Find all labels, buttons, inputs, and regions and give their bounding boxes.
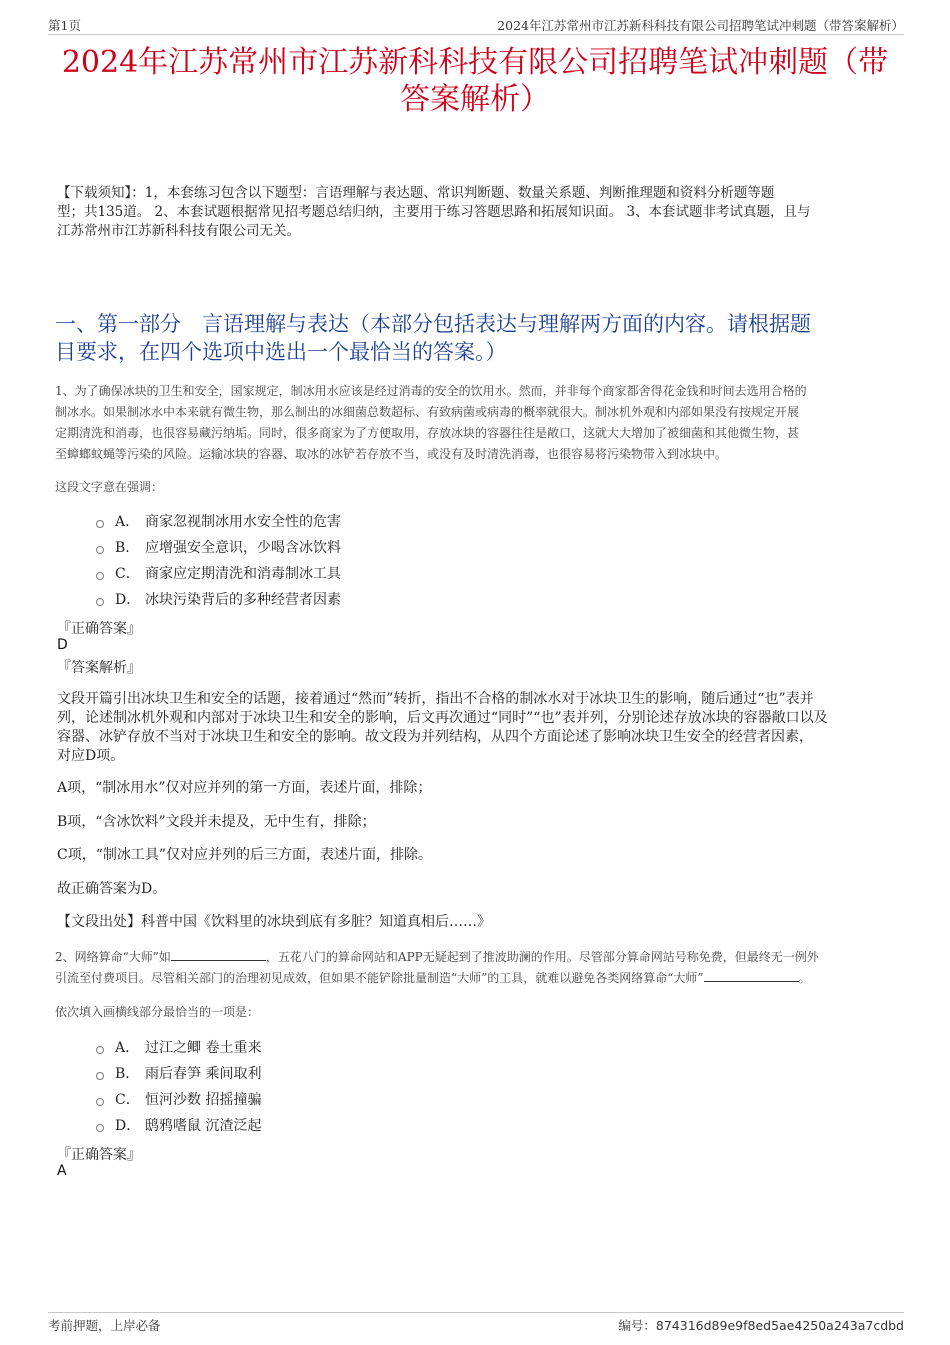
q2-stem-line-1 [55, 947, 898, 968]
option-text: 雨后春笋 乘间取利 [145, 1066, 262, 1082]
option-text: 商家应定期清洗和消毒制冰工具 [145, 566, 341, 582]
q2-option-a[interactable] [96, 1035, 261, 1061]
analysis-line: 容器、冰铲存放不当对于冰块卫生和安全的影响。故文段为并列结构，从四个方面论述了影响冰块卫生安全的经营者因素， [57, 729, 813, 745]
radio-icon[interactable] [96, 598, 104, 606]
option-letter: A． [115, 514, 140, 530]
q1-answer-label: 『正确答案』 [57, 621, 141, 637]
q2-prompt: 依次填入画横线部分最恰当的一项是： [55, 1005, 260, 1019]
q1-source: 【文段出处】科普中国《饮料里的冰块到底有多脏？知道真相后……》 [57, 914, 491, 930]
option-text: 恒河沙数 招摇撞骗 [145, 1092, 262, 1108]
notice-line-3: 江苏常州市江苏新科科技有限公司无关。 [57, 223, 300, 239]
analysis-line: 对应D项。 [57, 748, 125, 764]
q1-stem-line: 至蟑螂蚊蝇等污染的风险。运输冰块的容器、取冰的冰铲若存放不当，或没有及时清洗消毒，也很容易将污染物带入到冰块中。 [55, 447, 728, 461]
option-letter: B． [115, 1066, 140, 1082]
q1-stem-line: 制冰水。如果制冰水中本来就有微生物，那么制出的冰细菌总数超标、有致病菌或病毒的概率就很大。制冰机外观和内部如果没有按规定开展 [55, 405, 800, 419]
option-letter: C． [115, 566, 140, 582]
radio-icon[interactable] [96, 520, 104, 528]
title-line-2: 答案解析） [400, 82, 550, 117]
option-text: 鸱鸦嗜鼠 沉渣泛起 [145, 1118, 262, 1134]
q1-analysis-b: B项，“含冰饮料”文段并未提及，无中生有，排除； [57, 814, 376, 830]
header-doc-title: 2024年江苏常州市江苏新科科技有限公司招聘笔试冲刺题（带答案解析） [497, 18, 904, 33]
section-line-2: 目要求，在四个选项中选出一个最恰当的答案。） [55, 340, 507, 364]
q2-answer-label: 『正确答案』 [57, 1147, 141, 1163]
q2-text: 引流至付费项目。尽管相关部门的治理初见成效，但如果不能铲除批量制造“大师”的工具，就难以避免各类网络算命“大师” [55, 971, 704, 985]
q1-option-a[interactable] [96, 509, 341, 535]
q2-stem [55, 947, 898, 989]
q1-option-b[interactable] [96, 535, 341, 561]
document-title [50, 44, 900, 118]
q1-options [96, 509, 341, 613]
notice-line-1: 【下载须知】：1，本套练习包含以下题型：言语理解与表达题、常识判断题、数量关系题、判断推理题和资料分析题等题 [57, 185, 775, 201]
radio-icon[interactable] [96, 546, 104, 554]
q1-analysis [57, 690, 900, 766]
q2-options [96, 1035, 261, 1139]
radio-icon[interactable] [96, 1046, 104, 1054]
option-text: 冰块污染背后的多种经营者因素 [145, 592, 341, 608]
option-letter: D． [115, 592, 141, 608]
q1-analysis-label: 『答案解析』 [57, 660, 141, 676]
q2-option-c[interactable] [96, 1087, 261, 1113]
q2-text: ，五花八门的算命网站和APP无疑起到了推波助澜的作用。尽管部分算命网站号称免费，但最终无一例外 [265, 950, 819, 964]
page-number: 第1页 [48, 18, 81, 33]
q2-stem-line-2 [55, 968, 898, 989]
radio-icon[interactable] [96, 572, 104, 580]
notice-line-2: 型；共135道。 2、本套试题根据常见招考题总结归纳，主要用于练习答题思路和拓展知识面。 3、本套试题非考试真题，且与 [57, 204, 811, 220]
option-letter: C． [115, 1092, 140, 1108]
option-letter: A． [115, 1040, 140, 1056]
option-text: 过江之鲫 卷土重来 [145, 1040, 262, 1056]
fill-blank-2 [704, 969, 799, 982]
q2-text: 。 [798, 971, 811, 985]
q1-conclusion: 故正确答案为D。 [57, 881, 167, 897]
radio-icon[interactable] [96, 1072, 104, 1080]
q1-prompt: 这段文字意在强调： [55, 480, 164, 494]
q1-analysis-a: A项，“制冰用水”仅对应并列的第一方面，表述片面，排除； [57, 780, 432, 796]
option-text: 应增强安全意识，少喝含冰饮料 [145, 540, 341, 556]
analysis-line: 文段开篇引出冰块卫生和安全的话题，接着通过“然而”转折，指出不合格的制冰水对于冰块卫生的影响，随后通过“也”表并 [57, 691, 814, 707]
q1-stem-line: 1、为了确保冰块的卫生和安全，国家规定，制冰用水应该是经过消毒的安全的饮用水。然而，并非每个商家都舍得花金钱和时间去选用合格的 [55, 384, 807, 398]
q1-option-d[interactable] [96, 587, 341, 613]
page-header [48, 14, 904, 35]
radio-icon[interactable] [96, 1124, 104, 1132]
option-letter: B． [115, 540, 140, 556]
section-line-1: 一、第一部分 言语理解与表达（本部分包括表达与理解两方面的内容。请根据题 [55, 312, 811, 336]
q1-analysis-c: C项，“制冰工具”仅对应并列的后三方面，表述片面，排除。 [57, 847, 433, 863]
q2-option-d[interactable] [96, 1113, 261, 1139]
radio-icon[interactable] [96, 1098, 104, 1106]
footer-code-value: 874316d89e9f8ed5ae4250a243a7cdbd [655, 1318, 904, 1333]
q1-answer: D [57, 637, 68, 653]
q1-stem [55, 381, 898, 465]
fill-blank-1 [171, 948, 266, 961]
option-text: 商家忽视制冰用水安全性的危害 [145, 514, 341, 530]
footer-code [618, 1316, 904, 1334]
analysis-line: 列，论述制冰机外观和内部对于冰块卫生和安全的影响，后文再次通过“同时”“也”表并列，分别论述存放冰块的容器敞口以及 [57, 710, 828, 726]
q2-text: 2、网络算命“大师”如 [55, 950, 171, 964]
option-letter: D． [115, 1118, 141, 1134]
q2-answer: A [57, 1163, 67, 1179]
footer-code-label: 编号： [618, 1318, 656, 1333]
q1-option-c[interactable] [96, 561, 341, 587]
section-heading [55, 310, 905, 366]
title-line-1: 2024年江苏常州市江苏新科科技有限公司招聘笔试冲刺题（带 [61, 45, 889, 80]
q2-option-b[interactable] [96, 1061, 261, 1087]
footer-slogan: 考前押题，上岸必备 [48, 1318, 161, 1333]
page-footer [48, 1312, 904, 1335]
download-notice [57, 184, 900, 241]
q1-stem-line: 定期清洗和消毒，也很容易藏污纳垢。同时，很多商家为了方便取用，存放冰块的容器往往是敞口，这就大大增加了被细菌和其他微生物，甚 [55, 426, 800, 440]
